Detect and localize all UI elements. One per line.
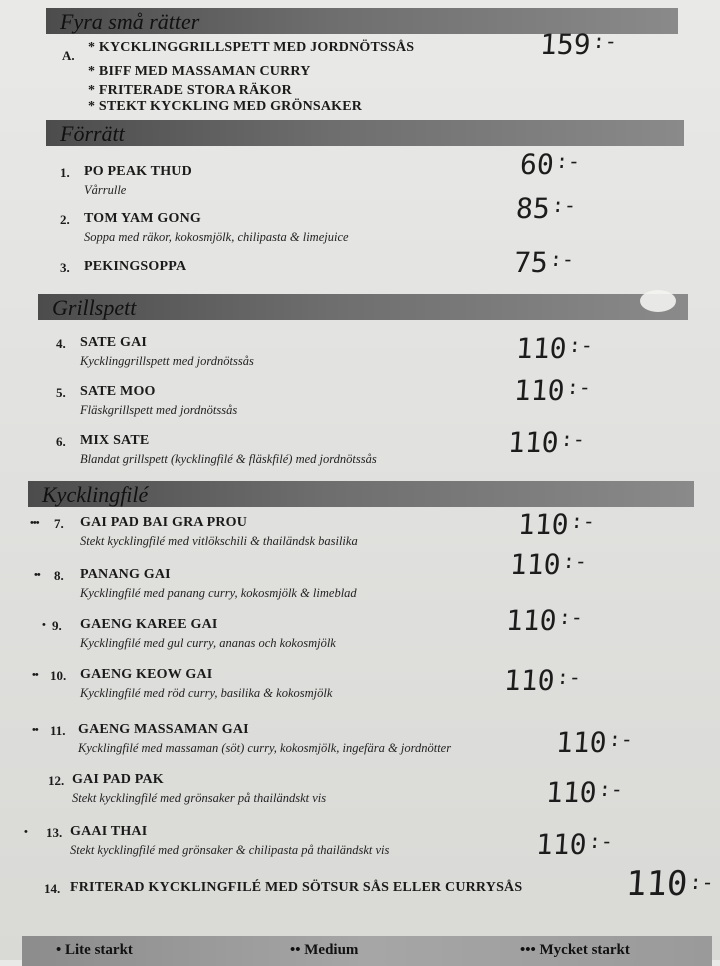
item-price: 110:- (506, 426, 586, 459)
item-name: GAENG KEOW GAI (80, 667, 213, 682)
item-number: 8. (54, 568, 64, 583)
item-description: Kycklingfilé med gul curry, ananas och kokosmjölk (80, 636, 336, 650)
item-name: PEKINGSOPPA (84, 259, 187, 274)
item-price: 85:- (514, 192, 577, 225)
section-header-grillspett (38, 294, 688, 320)
item-name: GAAI THAI (70, 824, 148, 839)
legend-mycket: ••• Mycket starkt (520, 942, 630, 958)
item-number: 5. (56, 385, 66, 400)
spice-dots: •• (34, 569, 40, 581)
item-price: 110:- (502, 664, 582, 697)
item-price: 110:- (508, 548, 588, 581)
item-number: 2. (60, 212, 70, 227)
combo-line: * STEKT KYCKLING MED GRÖNSAKER (88, 99, 363, 114)
item-price: 110:- (514, 332, 594, 365)
item-name: PO PEAK THUD (84, 164, 192, 179)
item-number: 4. (56, 336, 66, 351)
item-name: MIX SATE (80, 433, 150, 448)
item-price: 159:- (538, 28, 618, 61)
item-description: Stekt kycklingfilé med grönsaker på thailändskt vis (72, 791, 327, 805)
item-name: SATE MOO (80, 384, 156, 399)
item-description: Kycklingfilé med panang curry, kokosmjölk & limeblad (80, 586, 357, 600)
section-header-forratt (46, 120, 684, 146)
item-price: 110:- (544, 776, 624, 809)
legend-lite: • Lite starkt (56, 942, 133, 958)
item-description: Soppa med räkor, kokosmjölk, chilipasta & limejuice (84, 230, 349, 244)
spice-dots: •• (32, 669, 38, 681)
item-name: GAI PAD PAK (72, 772, 164, 787)
item-price: 60:- (518, 148, 581, 181)
item-description: Vårrulle (84, 183, 127, 197)
spice-dots: ••• (30, 517, 39, 529)
item-number: 6. (56, 434, 66, 449)
item-name: PANANG GAI (80, 567, 171, 582)
item-description: Stekt kycklingfilé med grönsaker & chilipasta på thailändskt vis (70, 843, 390, 857)
item-price: 110:- (516, 508, 596, 541)
item-description: Fläskgrillspett med jordnötssås (80, 403, 238, 417)
legend-medium: •• Medium (290, 942, 359, 958)
combo-line: * KYCKLINGGRILLSPETT MED JORDNÖTSSÅS (88, 40, 415, 55)
item-label: A. (62, 48, 75, 63)
item-description: Kycklingfilé med röd curry, basilika & kokosmjölk (80, 686, 333, 700)
item-price: 110:- (512, 374, 592, 407)
item-name: GAENG KAREE GAI (80, 617, 218, 632)
item-price: 75:- (512, 246, 575, 279)
combo-line: * FRITERADE STORA RÄKOR (88, 83, 292, 98)
item-name: GAENG MASSAMAN GAI (78, 722, 249, 737)
item-name: TOM YAM GONG (84, 211, 201, 226)
section-title: Fyra små rätter (60, 9, 200, 34)
item-name: GAI PAD BAI GRA PROU (80, 515, 248, 530)
section-title: Förrätt (60, 121, 125, 146)
section-header-kyckling (28, 481, 694, 507)
combo-line: * BIFF MED MASSAMAN CURRY (88, 64, 311, 79)
item-price: 110:- (504, 604, 584, 637)
spice-dots: • (24, 826, 27, 838)
item-number: 11. (50, 723, 66, 738)
item-price: 110:- (624, 864, 715, 904)
item-number: 12. (48, 773, 65, 788)
item-description: Stekt kycklingfilé med vitlökschili & thailändsk basilika (80, 534, 358, 548)
item-number: 13. (46, 825, 63, 840)
section-title: Kycklingfilé (42, 482, 149, 507)
item-name: SATE GAI (80, 335, 148, 350)
item-number: 7. (54, 516, 64, 531)
section-title: Grillspett (52, 295, 137, 320)
item-description: Kycklingfilé med massaman (söt) curry, kokosmjölk, ingefära & jordnötter (78, 741, 452, 755)
spice-dots: •• (32, 724, 38, 736)
item-number: 9. (52, 618, 62, 633)
paper-blemish (640, 290, 676, 312)
item-price: 110:- (554, 726, 634, 759)
item-description: Blandat grillspett (kycklingfilé & fläskfilé) med jordnötssås (80, 452, 377, 466)
item-number: 3. (60, 260, 70, 275)
item-number: 10. (50, 668, 67, 683)
item-description: Kycklinggrillspett med jordnötssås (80, 354, 254, 368)
item-name: FRITERAD KYCKLINGFILÉ MED SÖTSUR SÅS ELLER CURRYSÅS (70, 880, 523, 895)
item-number: 1. (60, 165, 70, 180)
item-price: 110:- (534, 828, 614, 861)
spice-dots: • (42, 619, 45, 631)
item-number: 14. (44, 881, 61, 896)
